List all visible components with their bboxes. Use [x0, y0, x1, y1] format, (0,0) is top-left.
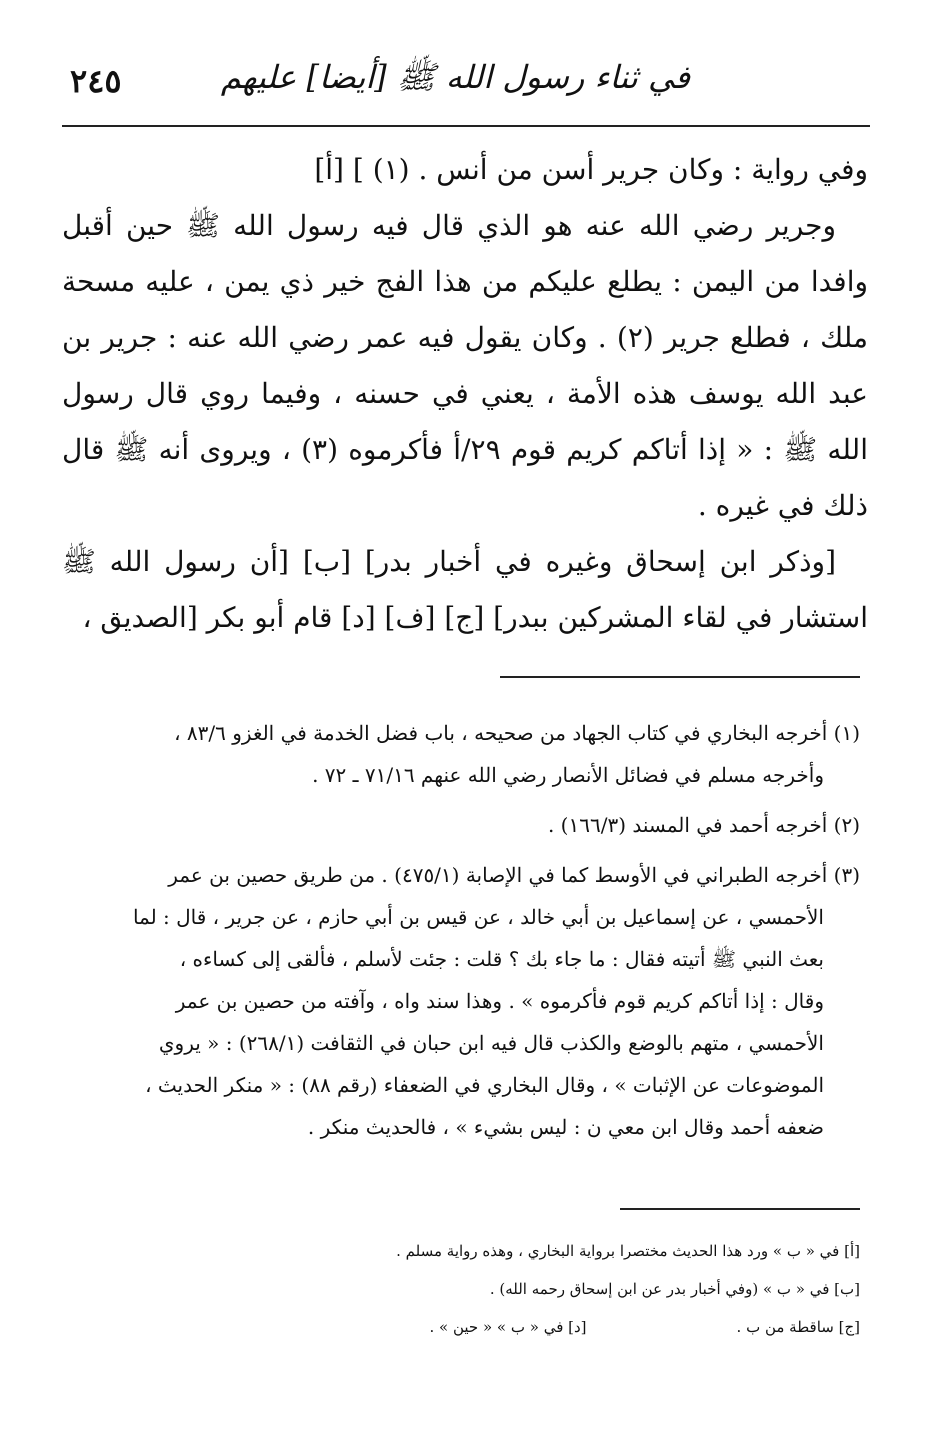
footnote-line: (٢) أخرجه أحمد في المسند (١٦٦/٣) .: [547, 813, 860, 837]
footnotes: [62, 712, 860, 1156]
main-paragraph: وفي رواية : وكان جرير أسن من أنس . (١) ] [أ]: [314, 153, 868, 186]
footnote-line: (٣) أخرجه الطبراني في الأوسط كما في الإصابة (٤٧٥/١) . من طريق حصين بن عمر: [168, 863, 860, 887]
footnote-line: بعث النبي ﷺ أتيته فقال : ما جاء بك ؟ قلت : جئت لأسلم ، فألقى إلى كساءه ،: [179, 947, 824, 971]
page-header: [70, 58, 870, 110]
variant-note-row: [62, 1308, 860, 1346]
footnote-line: الموضوعات عن الإثبات » ، وقال البخاري في الضعفاء (رقم ٨٨) : « منكر الحديث ،: [145, 1073, 824, 1097]
footnote-line: الأحمسي ، متهم بالوضع والكذب قال فيه ابن حبان في الثقافت (٢٦٨/١) : « يروي: [158, 1031, 824, 1055]
main-paragraph: [وذكر ابن إسحاق وغيره في أخبار بدر] [ب] [أن رسول الله ﷺ استشار في لقاء المشركين ببدر] [ج] [ف] [د] قام أبو بكر [الصديق ،: [62, 545, 868, 634]
variant-note: [د] في « ب » « حين » .: [429, 1318, 587, 1336]
footnote-line: الأحمسي ، عن إسماعيل بن أبي خالد ، عن قيس بن أبي حازم ، عن جرير ، قال : لما: [132, 905, 824, 929]
variant-note: [أ] في « ب » ورد هذا الحديث مختصرا برواية البخاري ، وهذه رواية مسلم .: [396, 1242, 860, 1260]
variant-notes: [62, 1232, 860, 1346]
footnote-line: وأخرجه مسلم في فضائل الأنصار رضي الله عنهم ٧١/١٦ ـ ٧٢ .: [312, 763, 824, 787]
header-rule: [62, 125, 870, 127]
footnote-line: وقال : إذا أتاكم كريم قوم فأكرموه » . وهذا سند واه ، وآفته من حصين بن عمر: [175, 989, 824, 1013]
main-paragraph: وجرير رضي الله عنه هو الذي قال فيه رسول الله ﷺ حين أقبل وافدا من اليمن : يطلع عليكم من هذا الفج خير ذي يمن ، عليه مسحة ملك ، فطلع جرير (٢) . وكان يقول فيه عمر رضي الله عنه : جرير بن عبد الله يوسف هذه الأمة ، يعني في حسنه ، وفيما روي قال رسول الله ﷺ : « إذا أتاكم كريم قوم ٢٩/أ فأكرموه (٣) ، ويروى أنه ﷺ قال ذلك في غيره .: [62, 209, 868, 522]
variants-separator: [620, 1208, 860, 1210]
running-title: في ثناء رسول الله ﷺ [أيضا] عليهم: [220, 58, 690, 96]
footnote-line: (١) أخرجه البخاري في كتاب الجهاد من صحيحه ، باب فضل الخدمة في الغزو ٨٣/٦ ،: [174, 721, 860, 745]
footnote-line: ضعفه أحمد وقال ابن معي ن : ليس بشيء » ، فالحديث منكر .: [307, 1115, 824, 1139]
main-text: [62, 142, 868, 646]
footnote-separator: [500, 676, 860, 678]
variant-note: [ب] في « ب » (وفي أخبار بدر عن ابن إسحاق رحمه الله) .: [489, 1280, 860, 1298]
variant-note: [ج] ساقطة من ب .: [736, 1318, 860, 1336]
page-number: ٢٤٥: [70, 62, 122, 100]
